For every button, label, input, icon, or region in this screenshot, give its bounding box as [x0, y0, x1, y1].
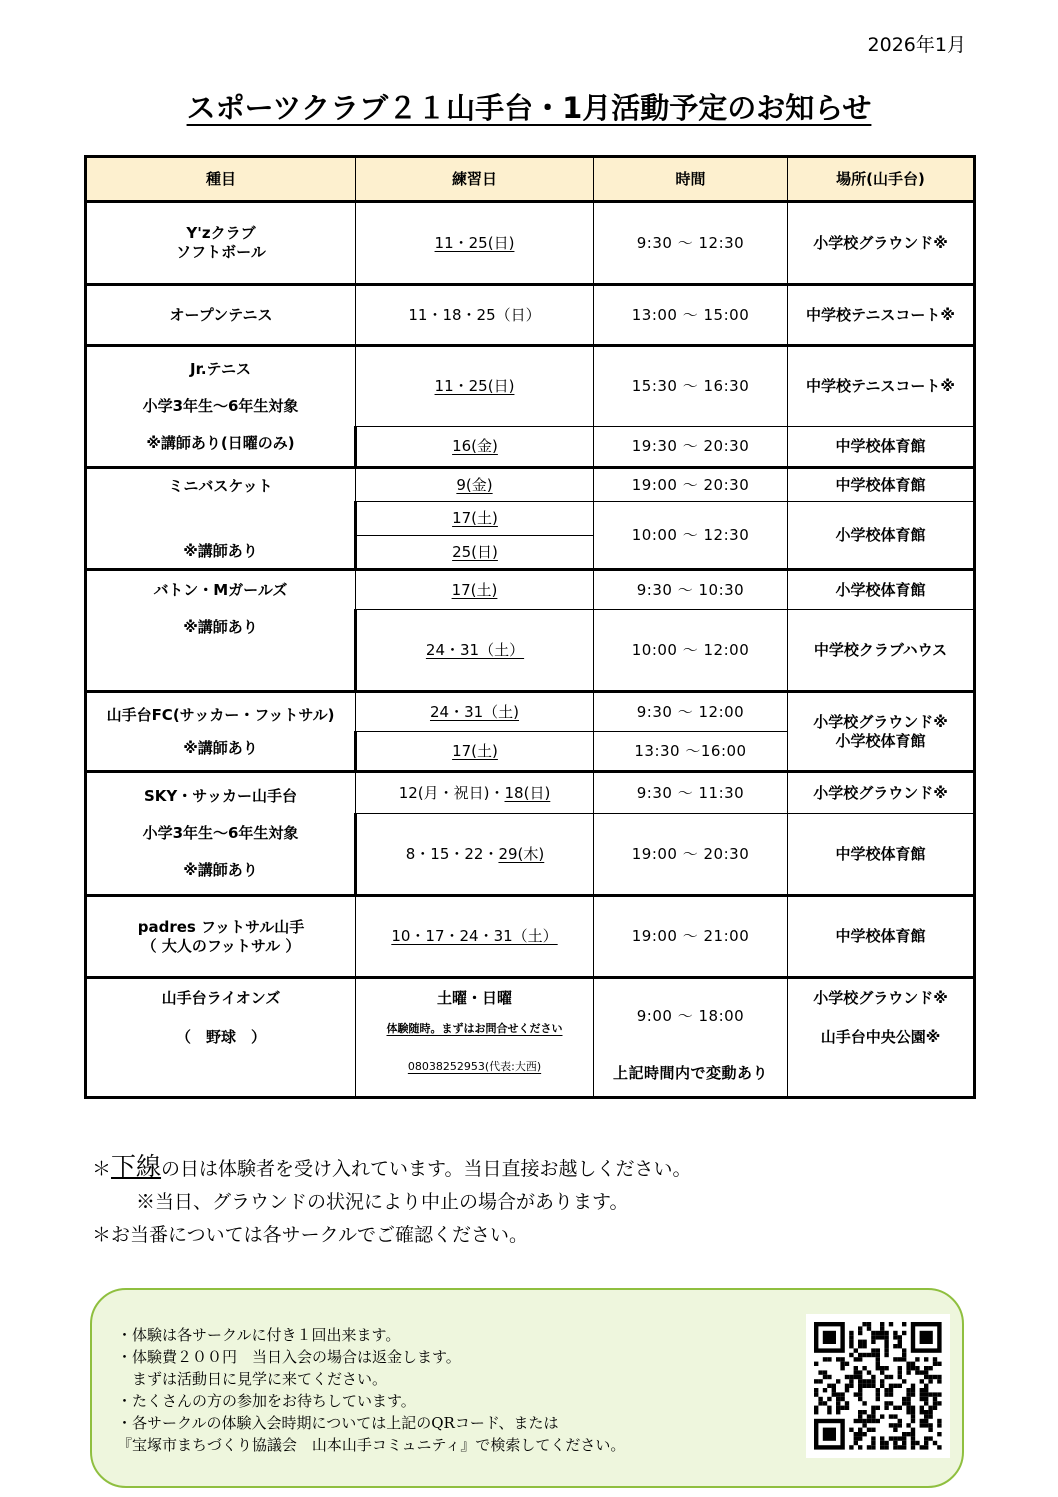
practice-day: 土曜・日曜 [436, 989, 512, 1007]
table-row [86, 692, 975, 732]
event-name: バトン・Mガールズ [153, 581, 288, 599]
practice-place: 中学校体育館 [788, 814, 975, 896]
practice-day: 17(土) [451, 580, 498, 599]
info-line: まずは活動日に見学に来てください。 [117, 1370, 388, 1388]
note-cancel: ※当日、グラウンドの状況により中止の場合があります。 [136, 1191, 629, 1213]
practice-place: 中学校体育館 [788, 468, 975, 502]
note-text: の日は体験者を受け入れています。当日直接お越しください。 [161, 1158, 692, 1180]
event-name: Jr.テニス [190, 360, 251, 379]
event-target: 小学3年生〜6年生対象 [142, 397, 299, 416]
event-yz [86, 202, 356, 285]
event-name: SKY・サッカー山手台 [144, 787, 297, 806]
event-target: 小学3年生〜6年生対象 [142, 824, 299, 843]
practice-place [788, 692, 975, 772]
contact-phone: 08038252953(代表:大西) [407, 1059, 542, 1073]
event-lions [86, 978, 356, 1098]
table-row [86, 570, 975, 610]
practice-time: 9:30 〜 12:30 [594, 202, 788, 285]
practice-day: 25(日) [452, 542, 498, 561]
practice-time: 10:00 〜 12:00 [594, 610, 788, 692]
practice-day: 8・15・22・ [405, 844, 499, 863]
practice-place: 中学校テニスコート※ [788, 346, 975, 427]
table-row [86, 896, 975, 978]
practice-time: 9:30 〜 11:30 [594, 772, 788, 814]
col-header-day: 練習日 [356, 157, 594, 202]
practice-day-underlined: 29(木) [498, 844, 545, 863]
note-duty: ＊お当番については各サークルでご確認ください。 [92, 1224, 529, 1246]
event-note: ※講師あり [183, 738, 258, 757]
event-name: Y'zクラブ [186, 224, 256, 243]
practice-place: 小学校グラウンド※ [788, 772, 975, 814]
event-note: ※講師あり [183, 541, 258, 560]
event-note: ※講師あり [183, 860, 258, 879]
table-row [86, 468, 975, 502]
info-line: 『宝塚市まちづくり協議会 山本山手コミュニティ』で検索してください。 [117, 1436, 626, 1454]
event-name: padres フットサル山手 [137, 917, 305, 936]
info-line: ・体験費２００円 当日入会の場合は返金します。 [117, 1348, 461, 1366]
practice-time: 15:30 〜 16:30 [594, 346, 788, 427]
event-note: ※講師あり(日曜のみ) [146, 433, 295, 452]
practice-day: 11・18・25（日） [356, 285, 594, 346]
practice-day: 24・31（土) [429, 702, 520, 721]
practice-day: 24・31（土） [425, 640, 525, 659]
issue-date: 2026年1月 [867, 34, 966, 56]
table-row [86, 772, 975, 814]
practice-time: 19:30 〜 20:30 [594, 427, 788, 468]
practice-day: 12(月・祝日)・ [398, 783, 505, 802]
practice-place: 小学校グラウンド※ [813, 989, 948, 1007]
practice-day: 11・25(日) [434, 377, 515, 396]
col-header-place: 場所(山手台) [788, 157, 975, 202]
col-header-event: 種目 [86, 157, 356, 202]
info-box [90, 1288, 964, 1488]
event-subname: ソフトボール [176, 243, 266, 261]
table-row [86, 978, 975, 1098]
info-line: ・各サークルの体験入会時期については上記のQRコード、または [117, 1414, 559, 1432]
event-name: ミニバスケット [168, 476, 273, 495]
practice-day: 11・25(日) [434, 233, 515, 252]
practice-place: 中学校体育館 [788, 427, 975, 468]
place-line: 小学校グラウンド※ [813, 712, 948, 731]
practice-place: 山手台中央公園※ [820, 1027, 941, 1046]
qr-code-icon[interactable] [806, 1314, 950, 1458]
event-name: 山手台ライオンズ [161, 989, 281, 1007]
practice-place: 中学校テニスコート※ [788, 285, 975, 346]
info-line: ・体験は各サークルに付き１回出来ます。 [117, 1326, 401, 1344]
practice-day: 10・17・24・31（土） [391, 927, 558, 946]
practice-day-cell [356, 978, 594, 1098]
practice-place: 小学校グラウンド※ [788, 202, 975, 285]
event-note: ※講師あり [183, 617, 258, 636]
practice-time: 19:00 〜 20:30 [594, 814, 788, 896]
event-jr-tennis [86, 346, 356, 468]
event-subname: （ 野球 ） [175, 1027, 266, 1046]
event-subname: （ 大人のフットサル ） [141, 936, 301, 955]
note-mark: ＊ [92, 1158, 112, 1180]
practice-time: 9:00 〜 18:00 [636, 1007, 745, 1025]
col-header-time: 時間 [594, 157, 788, 202]
event-fc [86, 692, 356, 772]
practice-time: 19:00 〜 20:30 [594, 468, 788, 502]
info-lines [117, 1324, 625, 1456]
trial-note: 体験随時。まずはお問合せください [386, 1021, 563, 1035]
practice-time: 9:30 〜 12:00 [594, 692, 788, 732]
schedule-table [84, 155, 976, 1099]
practice-day: 16(金) [452, 437, 498, 456]
event-sky [86, 772, 356, 896]
practice-day: 17(土) [452, 509, 498, 528]
practice-time: 13:30 〜16:00 [594, 732, 788, 772]
page-title-text: スポーツクラブ２１山手台・1月活動予定のお知らせ [186, 91, 872, 125]
practice-time: 9:30 〜 10:30 [594, 570, 788, 610]
event-open-tennis: オープンテニス [86, 285, 356, 346]
event-mini-basket [86, 468, 356, 570]
table-header-row [86, 157, 975, 202]
note-emphasis: 下線 [111, 1152, 162, 1181]
table-row [86, 285, 975, 346]
practice-day: 9(金) [456, 475, 493, 494]
time-note: 上記時間内で変動あり [612, 1063, 768, 1082]
practice-place: 中学校クラブハウス [788, 610, 975, 692]
practice-place-cell [788, 978, 975, 1098]
event-name: 山手台FC(サッカー・フットサル) [106, 705, 335, 724]
practice-time: 10:00 〜 12:30 [594, 502, 788, 570]
table-row [86, 346, 975, 427]
practice-time: 19:00 〜 21:00 [594, 896, 788, 978]
practice-place: 中学校体育館 [788, 896, 975, 978]
practice-day: 17(土) [452, 741, 498, 760]
table-row [86, 202, 975, 285]
note-underline [92, 1150, 692, 1186]
practice-place: 小学校体育館 [788, 502, 975, 570]
event-padres [86, 896, 356, 978]
notes [92, 1150, 692, 1252]
info-line: ・たくさんの方の参加をお待ちしています。 [117, 1392, 416, 1410]
practice-time: 13:00 〜 15:00 [594, 285, 788, 346]
practice-day-underlined: 18(日) [504, 783, 551, 802]
place-line: 小学校体育館 [835, 731, 926, 750]
page-title [0, 86, 1058, 127]
event-baton [86, 570, 356, 692]
practice-place: 小学校体育館 [788, 570, 975, 610]
practice-time-cell [594, 978, 788, 1098]
